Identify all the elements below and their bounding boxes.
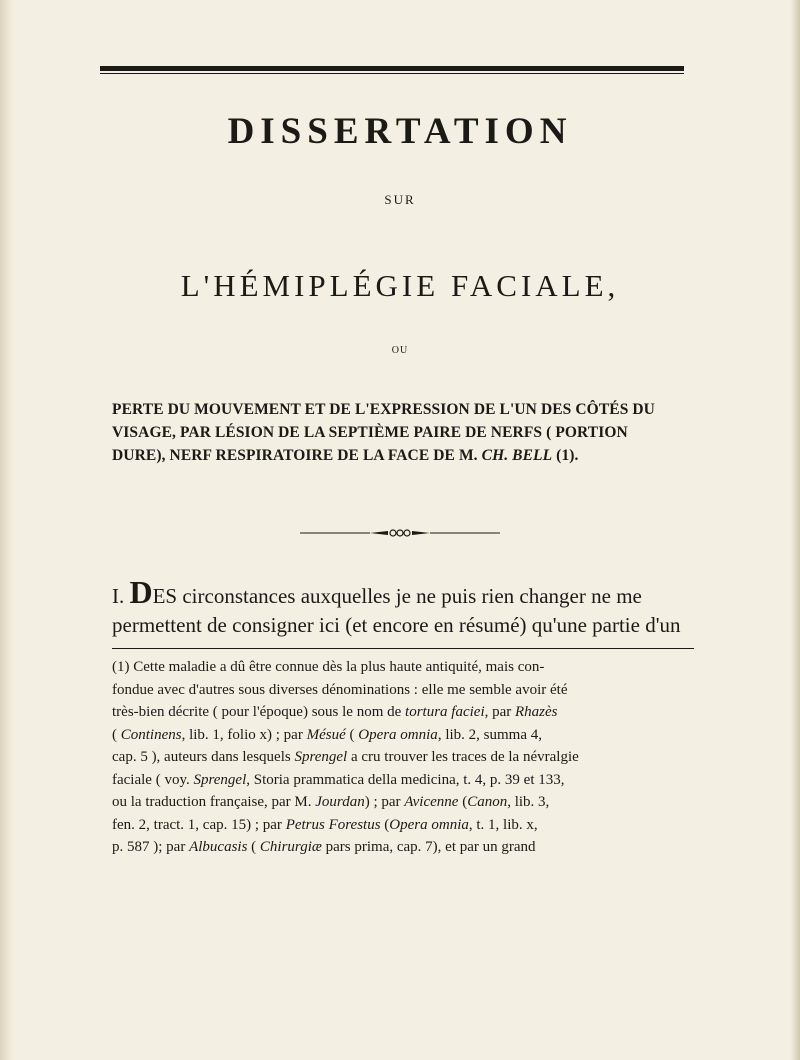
footnote-line: (1) Cette maladie a dû être connue dès la plus haute antiquité, mais con-	[112, 659, 545, 675]
subtitle-line: VISAGE, PAR LÉSION DE LA SEPTIÈME PAIRE DE NERFS ( PORTION	[112, 424, 628, 441]
footnote-line: très-bien décrite ( pour l'époque) sous le nom de tortura faciei, par Rhazès	[112, 704, 558, 720]
title-connector-ou: OU	[391, 345, 409, 356]
page-title: DISSERTATION	[227, 111, 573, 152]
drop-cap: D	[129, 574, 153, 610]
footnote-line: fen. 2, tract. 1, cap. 15) ; par Petrus Forestus (Opera omnia, t. 1, lib. x,	[112, 816, 538, 833]
footnote	[112, 656, 702, 859]
paragraph-line: permettent de consigner ici (et encore en résumé) qu'une partie d'un	[112, 613, 681, 637]
paragraph-line: I. DES circonstances auxquelles je ne puis rien changer ne me	[112, 574, 642, 610]
page-subject: L'HÉMIPLÉGIE FACIALE,	[180, 268, 620, 303]
footnote-line: faciale ( voy. Sprengel, Storia prammatica della medicina, t. 4, p. 39 et 133,	[112, 771, 565, 788]
ornament-rule-icon	[300, 528, 500, 538]
page-left-edge	[0, 0, 14, 1060]
footnote-line: ( Continens, lib. 1, folio x) ; par Mésué ( Opera omnia, lib. 2, summa 4,	[112, 726, 542, 743]
subtitle-line: DURE), NERF RESPIRATOIRE DE LA FACE DE M. CH. BELL (1).	[112, 447, 579, 464]
subtitle-description	[112, 398, 688, 467]
footnote-line: p. 587 ); par Albucasis ( Chirurgiæ pars prima, cap. 7), et par un grand	[112, 839, 536, 855]
title-connector-sur: SUR	[384, 192, 416, 207]
footnote-line: cap. 5 ), auteurs dans lesquels Sprengel a cru trouver les traces de la névralgie	[112, 749, 579, 765]
header-thick-rule	[100, 66, 684, 71]
subtitle-line: PERTE DU MOUVEMENT ET DE L'EXPRESSION DE L'UN DES CÔTÉS DU	[112, 401, 655, 418]
footnote-line: fondue avec d'autres sous diverses dénominations : elle me semble avoir été	[112, 681, 568, 698]
body-paragraph	[112, 574, 702, 640]
author-name: CH. BELL	[481, 447, 553, 464]
footnote-separator	[112, 648, 694, 649]
section-number: I.	[112, 584, 130, 608]
footnote-line: ou la traduction française, par M. Jourdan) ; par Avicenne (Canon, lib. 3,	[112, 794, 550, 810]
page-right-edge	[790, 0, 800, 1060]
header-thin-rule	[100, 73, 684, 74]
